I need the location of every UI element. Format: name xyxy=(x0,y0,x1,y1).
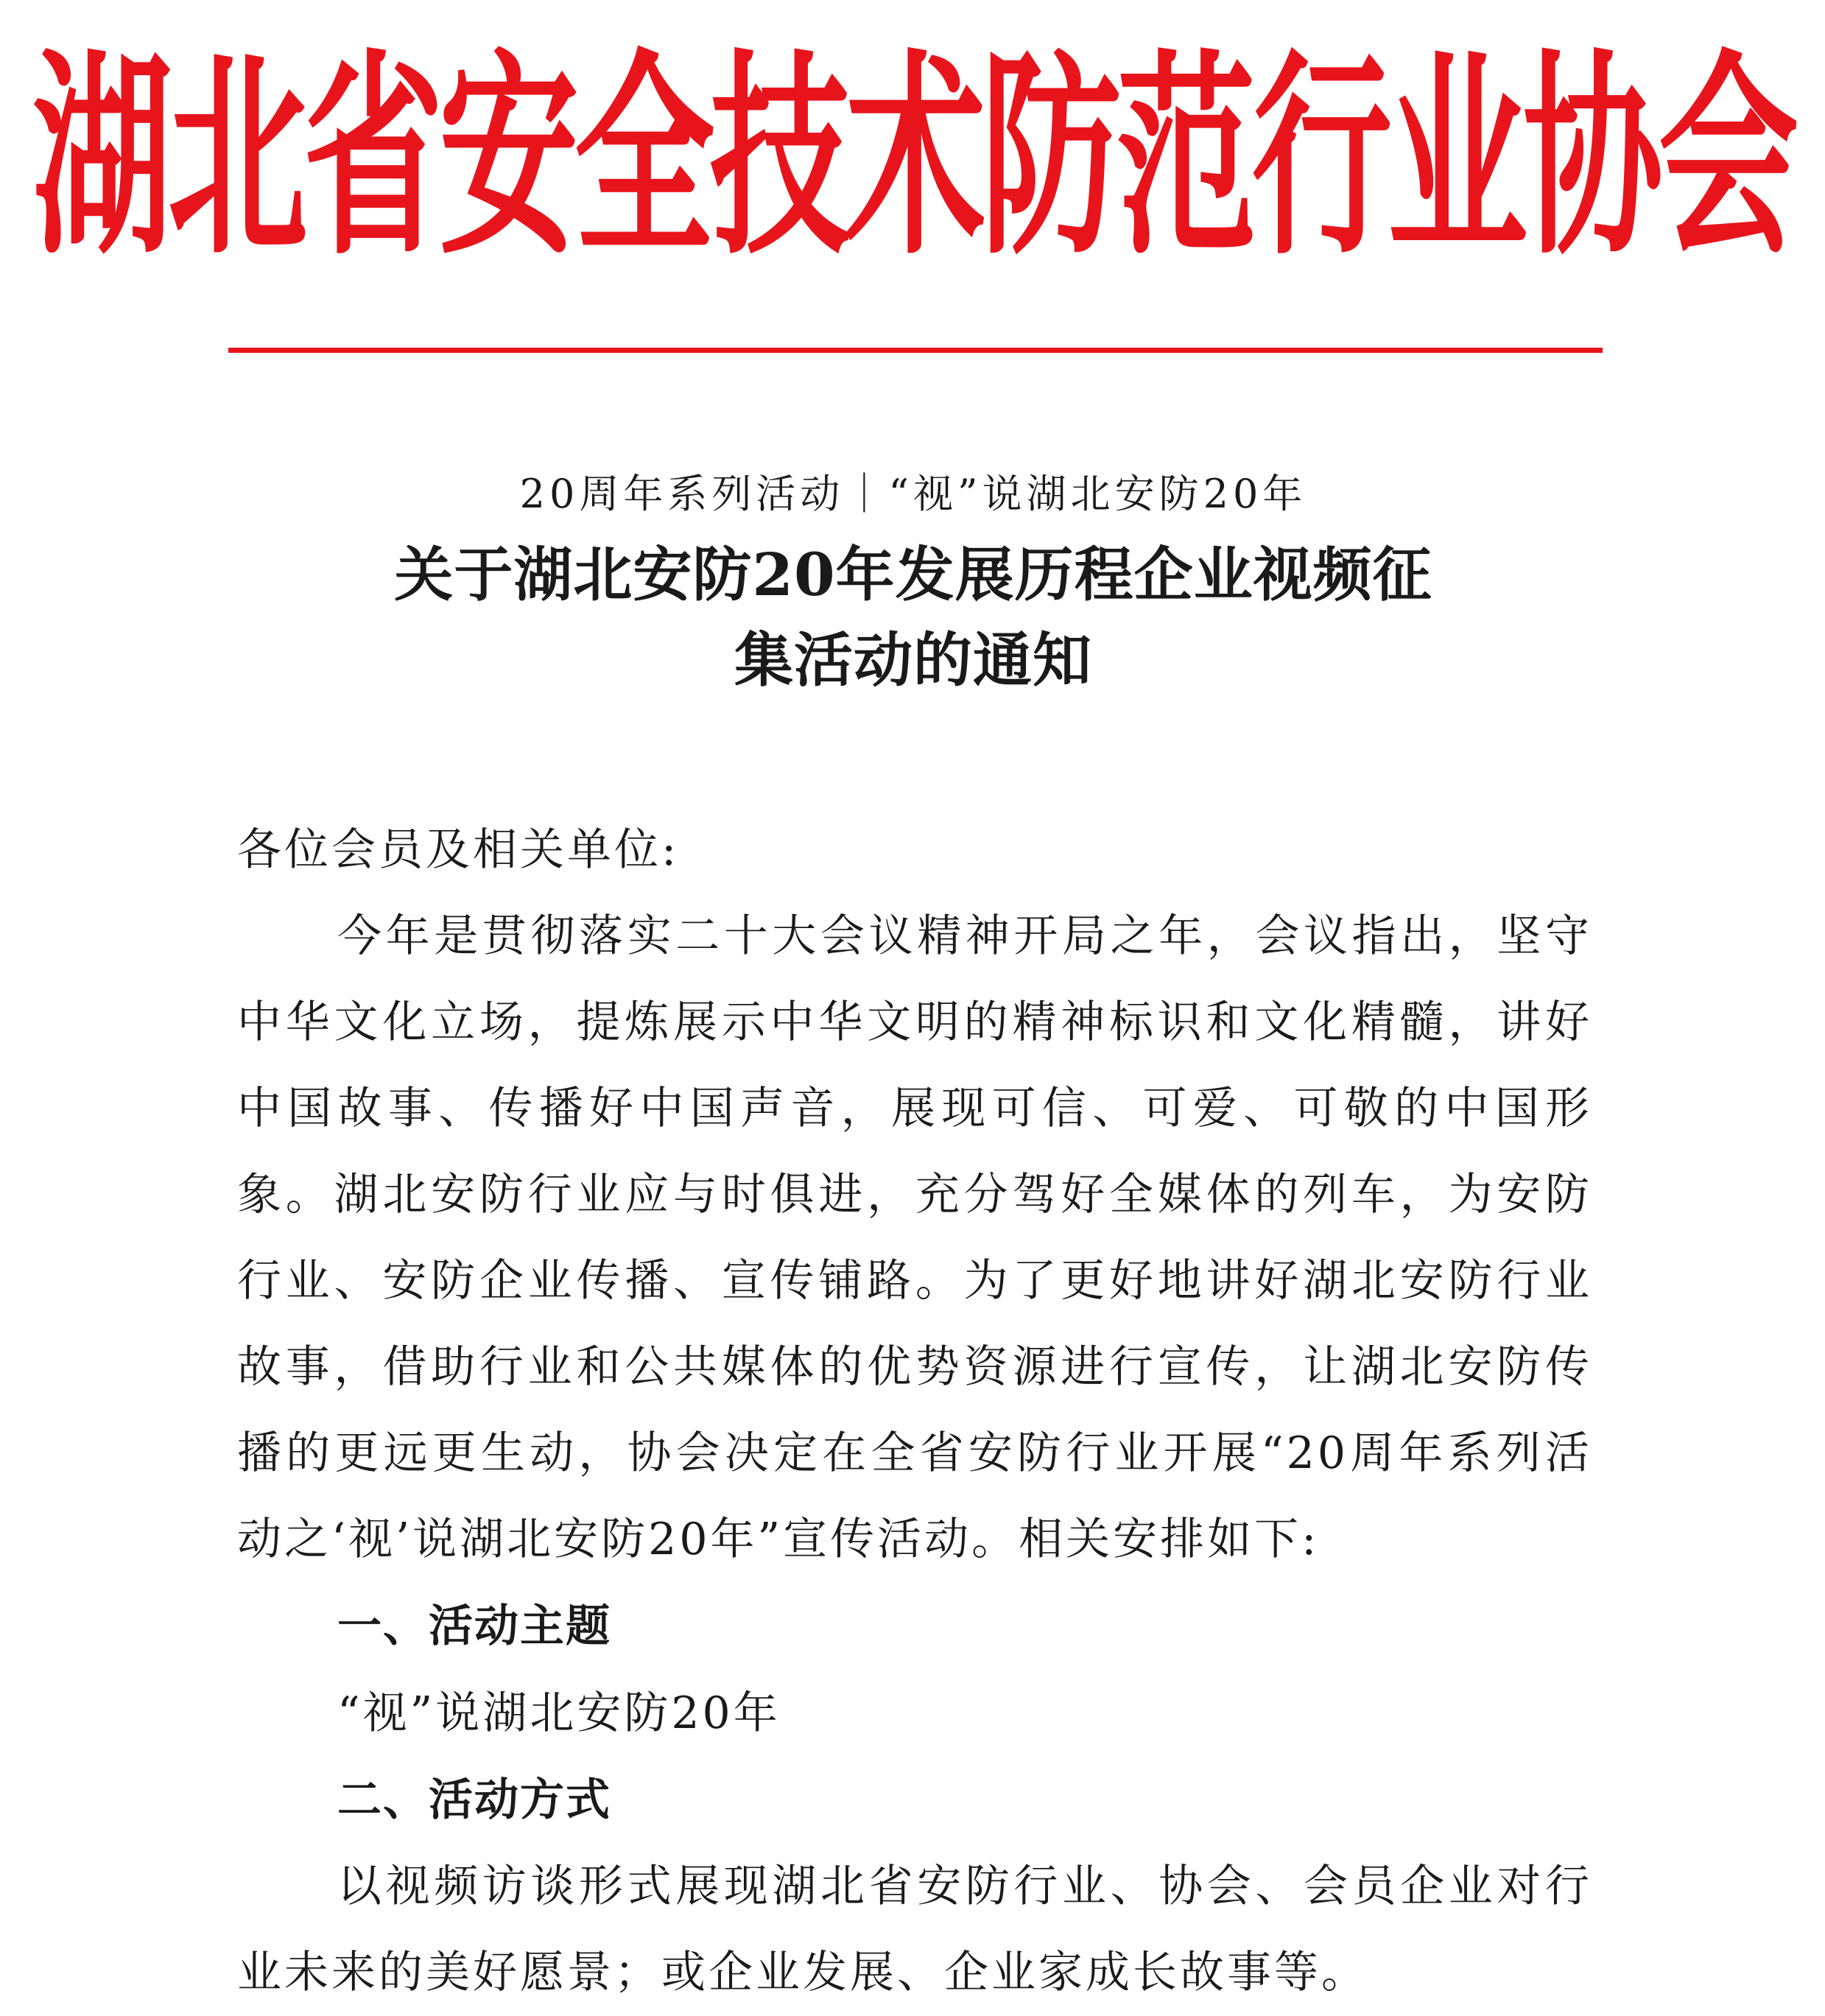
intro-paragraph: 今年是贯彻落实二十大会议精神开局之年，会议指出，坚守中华文化立场，提炼展示中华文明的精神标识和文化精髓，讲好中国故事、传播好中国声音，展现可信、可爱、可敬的中国形象。湖北安防行业应与时俱进，充分驾好全媒体的列车，为安防行业、安防企业传播、宣传铺路。为了更好地讲好湖北安防行业故事，借助行业和公共媒体的优势资源进行宣传，让湖北安防传播的更远更生动，协会决定在全省安防行业开展“20周年系列活动之‘视’说湖北安防20年”宣传活动。相关安排如下: xyxy=(237,910,1592,1565)
salutation: 各位会员及相关单位: xyxy=(237,824,680,876)
section-1-text: “视”说湖北安防20年 xyxy=(337,1687,781,1739)
notice-title xyxy=(221,532,1606,703)
notice-title-line-1: 关于湖北安防20年发展历程企业视频征 xyxy=(394,540,1432,609)
organization-name: 湖北省安全技术防范行业协会 xyxy=(32,31,1795,284)
notice-title-line-2: 集活动的通知 xyxy=(734,625,1092,695)
series-subtitle: 20周年系列活动｜“视”说湖北安防20年 xyxy=(519,471,1307,517)
section-1-heading: 一、活动主题 xyxy=(337,1601,611,1652)
letterhead-divider xyxy=(228,348,1603,353)
section-2-heading: 二、活动方式 xyxy=(337,1774,611,1826)
section-2-text: 以视频访谈形式展现湖北省安防行业、协会、会员企业对行业未来的美好愿景；或企业发展、企业家成长故事等。 xyxy=(237,1861,1592,1998)
organization-letterhead xyxy=(32,31,1795,284)
notice-body xyxy=(237,807,1592,2016)
